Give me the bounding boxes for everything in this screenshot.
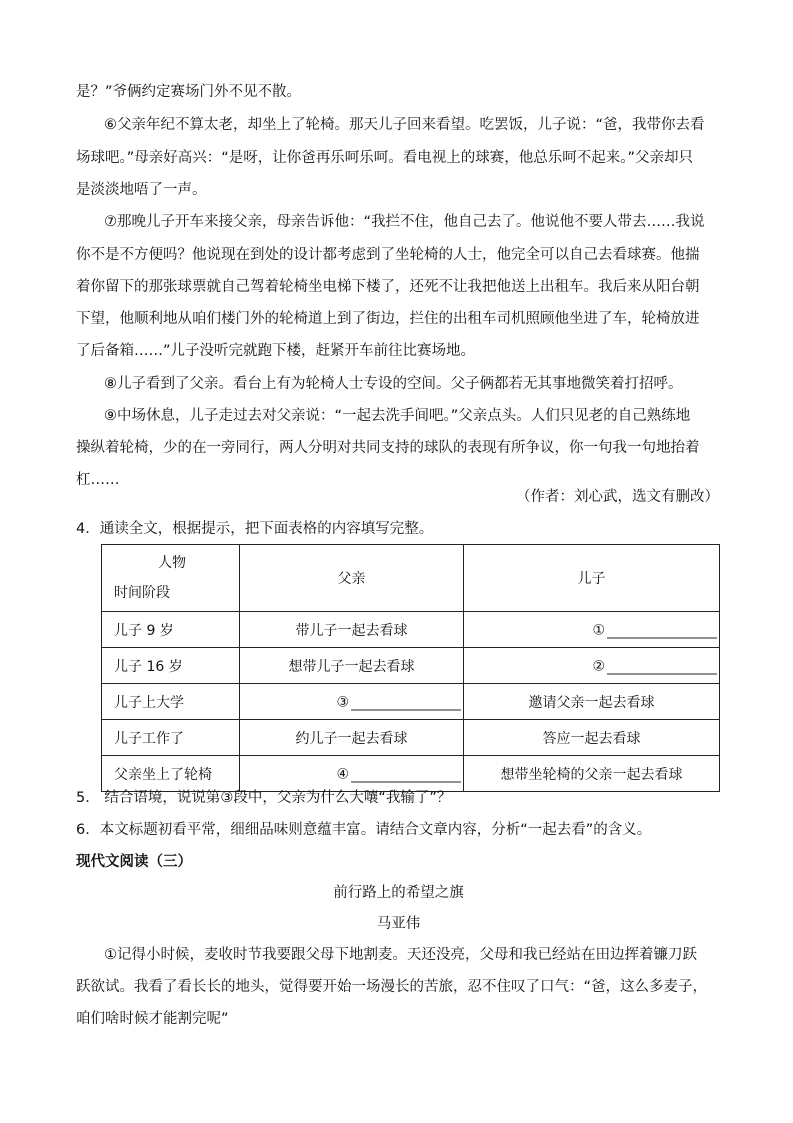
- son-cell: 想带坐轮椅的父亲一起去看球: [464, 756, 720, 792]
- son-cell: 答应一起去看球: [464, 720, 720, 756]
- table-row: [102, 756, 720, 792]
- stage-cell: 儿子上大学: [102, 684, 240, 720]
- paragraph-6-line-1: ⑥父亲年纪不算太老，却坐上了轮椅。那天儿子回来看望。吃罢饭，儿子说：“爸，我带你去看: [104, 117, 705, 133]
- son-blank-cell[interactable]: [464, 612, 720, 648]
- table-row: [102, 648, 720, 684]
- paragraph-1-line-1: ①记得小时候，麦收时节我要跟父母下地割麦。天还没亮，父母和我已经站在田边挥着镰刀跃: [104, 947, 697, 963]
- father-cell: 带儿子一起去看球: [240, 612, 464, 648]
- paragraph-6-line-3: 是淡淡地唔了一声。: [76, 182, 207, 198]
- paragraph-7-line-1: ⑦那晚儿子开车来接父亲，母亲告诉他：“我拦不住，他自己去了。他说他不要人带去……我说: [104, 214, 705, 230]
- father-cell: 想带儿子一起去看球: [240, 648, 464, 684]
- column-header-son: 儿子: [464, 545, 720, 612]
- paragraph-1-line-2: 跃欲试。我看了看长长的地头，觉得要开始一场漫长的苦旅，忍不住叹了口气：“爸，这么多麦子，: [76, 979, 708, 995]
- son-blank-cell[interactable]: [464, 648, 720, 684]
- question-6: 6．本文标题初看平常，细细品味则意蕴丰富。请结合文章内容，分析“一起去看”的含义。: [76, 822, 652, 838]
- corner-label-person: 人物: [158, 555, 186, 571]
- paragraph-9-line-1: ⑨中场休息，儿子走过去对父亲说：“一起去洗手间吧。”父亲点头。人们只见老的自己熟练地: [104, 408, 691, 424]
- father-blank-cell[interactable]: [240, 684, 464, 720]
- paragraph-6-line-2: 场球吧。”母亲好高兴：“是呀，让你爸再乐呵乐呵。看电视上的球赛，他总乐呵不起来。”父亲却只: [76, 150, 694, 166]
- paragraph-8: ⑧儿子看到了父亲。看台上有为轮椅人士专设的空间。父子俩都若无其事地微笑着打招呼。: [104, 376, 683, 392]
- paragraph-9-line-3: 杠……: [76, 472, 120, 488]
- stage-cell: 儿子 9 岁: [102, 612, 240, 648]
- table-row: [102, 720, 720, 756]
- fill-in-table: [101, 544, 720, 792]
- text-line: 是？”爷俩约定赛场门外不见不散。: [76, 84, 302, 100]
- father-cell: 约儿子一起去看球: [240, 720, 464, 756]
- answer-blank[interactable]: [607, 657, 717, 674]
- paragraph-7-line-2: 你不是不方便吗？他说现在到处的设计都考虑到了坐轮椅的人士，他完全可以自己去看球赛。他揣: [76, 247, 700, 263]
- stage-cell: 儿子 16 岁: [102, 648, 240, 684]
- answer-blank[interactable]: [351, 765, 461, 782]
- table-corner-cell: [102, 545, 240, 612]
- article-title: 前行路上的希望之旗: [333, 885, 464, 901]
- column-header-father: 父亲: [240, 545, 464, 612]
- paragraph-7-line-5: 了后备箱……”儿子没听完就跑下楼，赶紧开车前往比赛场地。: [76, 343, 476, 359]
- father-blank-cell[interactable]: [240, 756, 464, 792]
- son-cell: 邀请父亲一起去看球: [464, 684, 720, 720]
- table-row: [102, 612, 720, 648]
- answer-blank[interactable]: [351, 693, 461, 710]
- question-5: 5． 结合语境，说说第③段中，父亲为什么大嚷“我输了”？: [76, 790, 452, 806]
- article-author: 马亚伟: [376, 916, 421, 932]
- corner-label-stage: 时间阶段: [114, 585, 170, 601]
- blank-number: ②: [592, 658, 605, 674]
- author-note: （作者：刘心武，选文有删改）: [516, 489, 719, 505]
- blank-number: ④: [336, 766, 349, 782]
- paragraph-7-line-4: 下望，他顺利地从咱们楼门外的轮椅道上到了街边，拦住的出租车司机照顾他坐进了车，轮椅放进: [76, 311, 700, 327]
- answer-blank[interactable]: [607, 621, 717, 638]
- question-4: 4．通读全文，根据提示，把下面表格的内容填写完整。: [76, 521, 434, 537]
- section-heading: 现代文阅读（三）: [76, 854, 192, 870]
- blank-number: ③: [336, 694, 349, 710]
- paragraph-9-line-2: 操纵着轮椅，少的在一旁同行，两人分明对共同支持的球队的表现有所争议，你一句我一句地抬着: [76, 440, 700, 456]
- stage-cell: 儿子工作了: [102, 720, 240, 756]
- stage-cell: 父亲坐上了轮椅: [102, 756, 240, 792]
- paragraph-7-line-3: 着你留下的那张球票就自己驾着轮椅坐电梯下楼了，还死不让我把他送上出租车。我后来从阳台朝: [76, 279, 700, 295]
- paragraph-1-line-3: 咱们啥时候才能割完呢”: [76, 1011, 229, 1027]
- blank-number: ①: [592, 622, 605, 638]
- table-row: [102, 684, 720, 720]
